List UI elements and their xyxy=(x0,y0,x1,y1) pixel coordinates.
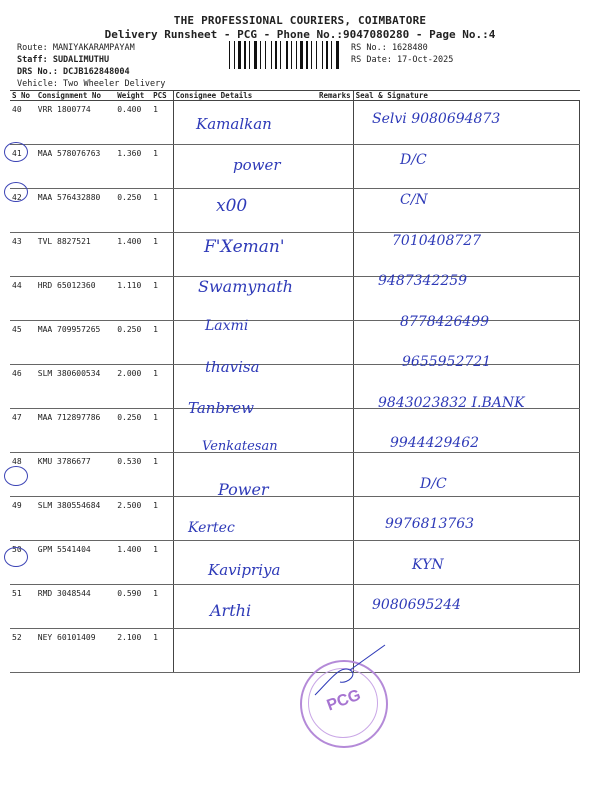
sno-circle-mark xyxy=(4,547,28,567)
stamp-signature-scribble xyxy=(310,640,390,700)
cell-sno: 52 xyxy=(10,629,36,673)
cell-pcs: 1 xyxy=(151,629,173,673)
cell-consignment: RMD 3048544 xyxy=(36,585,115,629)
table-row xyxy=(10,409,580,453)
consignee-handwriting: Venkatesan xyxy=(202,439,278,454)
cell-consignment: GPM 5541404 xyxy=(36,541,115,585)
consignee-handwriting: Kertec xyxy=(188,520,235,536)
cell-consignment: SLM 380554684 xyxy=(36,497,115,541)
cell-weight: 1.400 xyxy=(115,541,151,585)
table-row xyxy=(10,145,580,189)
cell-consignment: TVL 8827521 xyxy=(36,233,115,277)
col-sno-header: S No xyxy=(10,91,36,101)
sno-circle-mark xyxy=(4,182,28,202)
signature-handwriting: 9976813763 xyxy=(385,516,475,532)
cell-pcs: 1 xyxy=(151,365,173,409)
cell-pcs: 1 xyxy=(151,541,173,585)
cell-sno: 42 xyxy=(10,189,36,233)
barcode-bar xyxy=(229,41,230,69)
runsheet-meta-left xyxy=(17,42,165,90)
barcode-bar xyxy=(244,41,246,69)
cell-sno: 48 xyxy=(10,453,36,497)
cell-pcs: 1 xyxy=(151,277,173,321)
rs-date-label: RS Date: 17-Oct-2025 xyxy=(351,55,454,65)
barcode-bar xyxy=(286,41,288,69)
table-header-row xyxy=(10,91,580,101)
cell-remarks xyxy=(317,453,353,497)
cell-remarks xyxy=(317,145,353,189)
cell-remarks xyxy=(317,101,353,145)
cell-pcs: 1 xyxy=(151,145,173,189)
cell-consignment: MAA 576432880 xyxy=(36,189,115,233)
cell-sno: 43 xyxy=(10,233,36,277)
consignee-handwriting: Kamalkan xyxy=(196,115,272,133)
table-row xyxy=(10,233,580,277)
cell-consignment: MAA 709957265 xyxy=(36,321,115,365)
cell-remarks xyxy=(317,233,353,277)
consignee-handwriting: x00 xyxy=(216,196,248,216)
cell-remarks xyxy=(317,409,353,453)
col-consignment-header: Consignment No xyxy=(36,91,115,101)
cell-sno: 40 xyxy=(10,101,36,145)
cell-pcs: 1 xyxy=(151,453,173,497)
barcode-bar xyxy=(249,41,250,69)
sno-circle-mark xyxy=(4,142,28,162)
cell-consignment: SLM 380600534 xyxy=(36,365,115,409)
consignee-handwriting: thavisa xyxy=(205,358,260,376)
signature-handwriting: D/C xyxy=(400,151,427,168)
consignee-handwriting: power xyxy=(233,155,281,174)
barcode-bar xyxy=(311,41,312,69)
cell-sno: 44 xyxy=(10,277,36,321)
barcode-bar xyxy=(326,41,328,69)
cell-pcs: 1 xyxy=(151,497,173,541)
cell-sno: 45 xyxy=(10,321,36,365)
table-row xyxy=(10,277,580,321)
table-row xyxy=(10,497,580,541)
table-row xyxy=(10,585,580,629)
signature-handwriting: 8778426499 xyxy=(400,313,490,330)
cell-remarks xyxy=(317,365,353,409)
cell-weight: 2.500 xyxy=(115,497,151,541)
consignee-handwriting: Tanbrew xyxy=(188,398,254,417)
table-row xyxy=(10,629,580,673)
signature-handwriting: C/N xyxy=(400,192,428,208)
table-row xyxy=(10,453,580,497)
cell-remarks xyxy=(317,541,353,585)
cell-consignment: MAA 578076763 xyxy=(36,145,115,189)
barcode-bar xyxy=(336,41,339,69)
cell-weight: 1.360 xyxy=(115,145,151,189)
barcode-bar xyxy=(296,41,297,69)
cell-consignment: NEY 60101409 xyxy=(36,629,115,673)
sno-circle-mark xyxy=(4,466,28,486)
cell-sno: 47 xyxy=(10,409,36,453)
cell-seal-signature xyxy=(353,145,579,189)
cell-remarks xyxy=(317,189,353,233)
cell-weight: 0.250 xyxy=(115,189,151,233)
cell-sno: 50 xyxy=(10,541,36,585)
company-title: THE PROFESSIONAL COURIERS, COIMBATORE xyxy=(173,14,427,27)
vehicle-label: Vehicle: Two Wheeler Delivery xyxy=(17,79,166,89)
consignee-handwriting: Laxmi xyxy=(205,317,249,334)
cell-weight: 0.590 xyxy=(115,585,151,629)
barcode-bar xyxy=(280,41,281,69)
barcode-bar xyxy=(271,41,272,69)
route-label: Route: MANIYAKARAMPAYAM xyxy=(17,43,135,53)
table-row xyxy=(10,189,580,233)
runsheet-meta-right xyxy=(351,42,453,66)
barcode-bar xyxy=(300,41,303,69)
rs-number-label: RS No.: 1628480 xyxy=(351,43,428,53)
barcode-bar xyxy=(331,41,332,69)
cell-pcs: 1 xyxy=(151,233,173,277)
cell-consignment: MAA 712897786 xyxy=(36,409,115,453)
cell-sno: 46 xyxy=(10,365,36,409)
cell-consignment: HRD 65012360 xyxy=(36,277,115,321)
cell-consignment: KMU 3786677 xyxy=(36,453,115,497)
signature-handwriting: KYN xyxy=(412,556,444,573)
col-seal-header: Seal & Signature xyxy=(353,91,579,101)
signature-handwriting: Selvi 9080694873 xyxy=(372,111,501,127)
cell-pcs: 1 xyxy=(151,585,173,629)
barcode-bar xyxy=(234,41,235,69)
consignee-handwriting: Kavipriya xyxy=(208,560,281,579)
cell-weight: 1.400 xyxy=(115,233,151,277)
signature-handwriting: 9843023832 I.BANK xyxy=(378,394,525,411)
col-weight-header: Weight xyxy=(115,91,151,101)
barcode-bar xyxy=(275,41,277,69)
barcode-bar xyxy=(254,41,257,69)
signature-handwriting: 7010408727 xyxy=(392,232,482,249)
cell-consignment: VRR 1800774 xyxy=(36,101,115,145)
cell-weight: 0.530 xyxy=(115,453,151,497)
barcode-bar xyxy=(306,41,308,69)
staff-label: Staff: SUDALIMUTHU xyxy=(17,55,110,65)
barcode-bar xyxy=(322,41,323,69)
cell-weight: 2.100 xyxy=(115,629,151,673)
drs-label: DRS No.: DCJB162848004 xyxy=(17,67,130,77)
table-row xyxy=(10,541,580,585)
cell-seal-signature xyxy=(353,541,579,585)
cell-sno: 49 xyxy=(10,497,36,541)
cell-weight: 1.110 xyxy=(115,277,151,321)
barcode-bar xyxy=(316,41,317,69)
consignee-handwriting: F'Xeman' xyxy=(204,236,285,257)
cell-remarks xyxy=(317,321,353,365)
col-details-header: Consignee Details xyxy=(173,91,317,101)
cell-pcs: 1 xyxy=(151,189,173,233)
barcode-bar xyxy=(265,41,266,69)
cell-weight: 0.250 xyxy=(115,321,151,365)
signature-handwriting: D/C xyxy=(420,475,447,492)
cell-seal-signature xyxy=(353,189,579,233)
cell-pcs: 1 xyxy=(151,409,173,453)
barcode xyxy=(229,41,347,69)
barcode-bar xyxy=(260,41,261,69)
cell-pcs: 1 xyxy=(151,101,173,145)
cell-weight: 2.000 xyxy=(115,365,151,409)
cell-sno: 41 xyxy=(10,145,36,189)
signature-handwriting: 9487342259 xyxy=(378,273,468,289)
cell-remarks xyxy=(317,497,353,541)
table-row xyxy=(10,321,580,365)
cell-pcs: 1 xyxy=(151,321,173,365)
signature-handwriting: 9655952721 xyxy=(402,354,492,370)
cell-sno: 51 xyxy=(10,585,36,629)
cell-consignee-details xyxy=(173,629,317,673)
cell-seal-signature xyxy=(353,453,579,497)
barcode-bar xyxy=(238,41,241,69)
cell-weight: 0.400 xyxy=(115,101,151,145)
cell-remarks xyxy=(317,585,353,629)
cell-remarks xyxy=(317,277,353,321)
consignee-handwriting: Swamynath xyxy=(198,277,293,296)
col-pcs-header: PCS xyxy=(151,91,173,101)
signature-handwriting: 9080695244 xyxy=(372,597,462,613)
signature-handwriting: 9944429462 xyxy=(390,435,480,451)
barcode-bar xyxy=(291,41,292,69)
runsheet-table xyxy=(10,90,580,673)
runsheet-subtitle: Delivery Runsheet - PCG - Phone No.:9047080280 - Page No.:4 xyxy=(104,28,496,41)
cell-weight: 0.250 xyxy=(115,409,151,453)
consignee-handwriting: Power xyxy=(218,479,269,499)
stamp-text: PCG xyxy=(324,686,364,715)
col-remarks-header: Remarks xyxy=(317,91,353,101)
consignee-handwriting: Arthi xyxy=(210,601,252,620)
